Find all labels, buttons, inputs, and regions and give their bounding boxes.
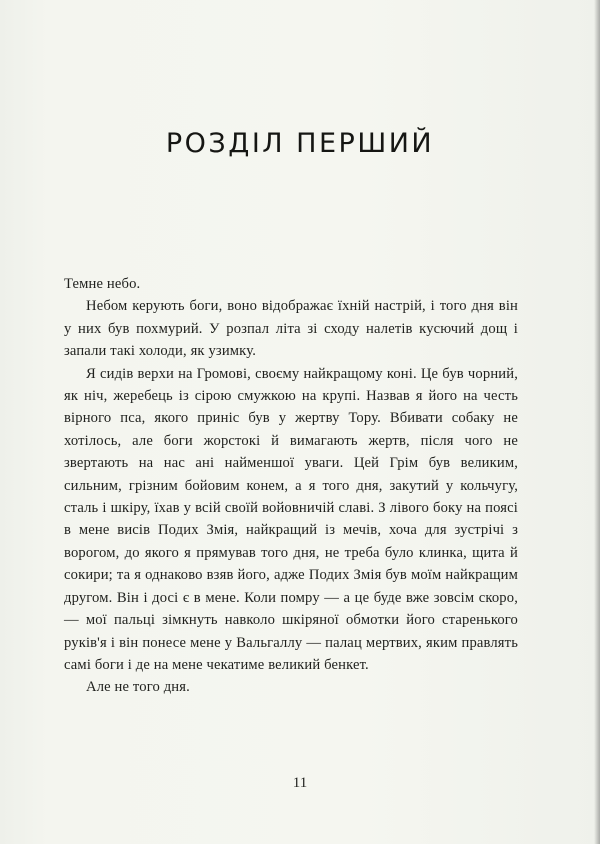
chapter-body [64, 273, 518, 699]
page-number: 11 [292, 775, 308, 791]
paragraph-opening: Темне небо. [64, 276, 141, 292]
chapter-title: РОЗДІЛ ПЕРШИЙ [165, 128, 435, 159]
paragraph-closing: Але не того дня. [86, 679, 190, 696]
paragraph-grim: Я сидів верхи на Громові, своєму найкращому коні. Це був чорний, як ніч, жеребець із сірою смужкою на крупі. Назвав я його на честь вірного пса, якого приніс був у жертву Тору. Вбивати собаку не хотілось, але боги жорстокі й вимагають жертв, після чого не звертають на нас ані найменшої уваги. Цей Грім був великим, сильним, грізним бойовим конем, а я того дня, закутий у кольчугу, сталь і шкіру, їхав у всій своїй войовничій славі. З лівого боку на поясі в мене висів Подих Змія, найкращий із мечів, хоча для зустрічі з ворогом, до якого я прямував того дня, не треба було клинка, щита й сокири; та я однаково взяв його, адже Подих Змія був моїм найкращим другом. Він і досі є в мене. Коли помру — а це буде вже зовсім скоро, — мої пальці зімкнуть навколо шкіряної обмотки його старенького руків'я і він понесе мене у Вальгаллу — палац мертвих, яким правлять самі боги і де на мене чекатиме великий бенкет. [64, 365, 518, 673]
paragraph-gods: Небом керують боги, воно відображає їхній настрій, і того дня він у них був похмурий. У розпал літа зі сходу налетів кусючий дощ і запали такі холоди, як узимку. [64, 298, 518, 360]
